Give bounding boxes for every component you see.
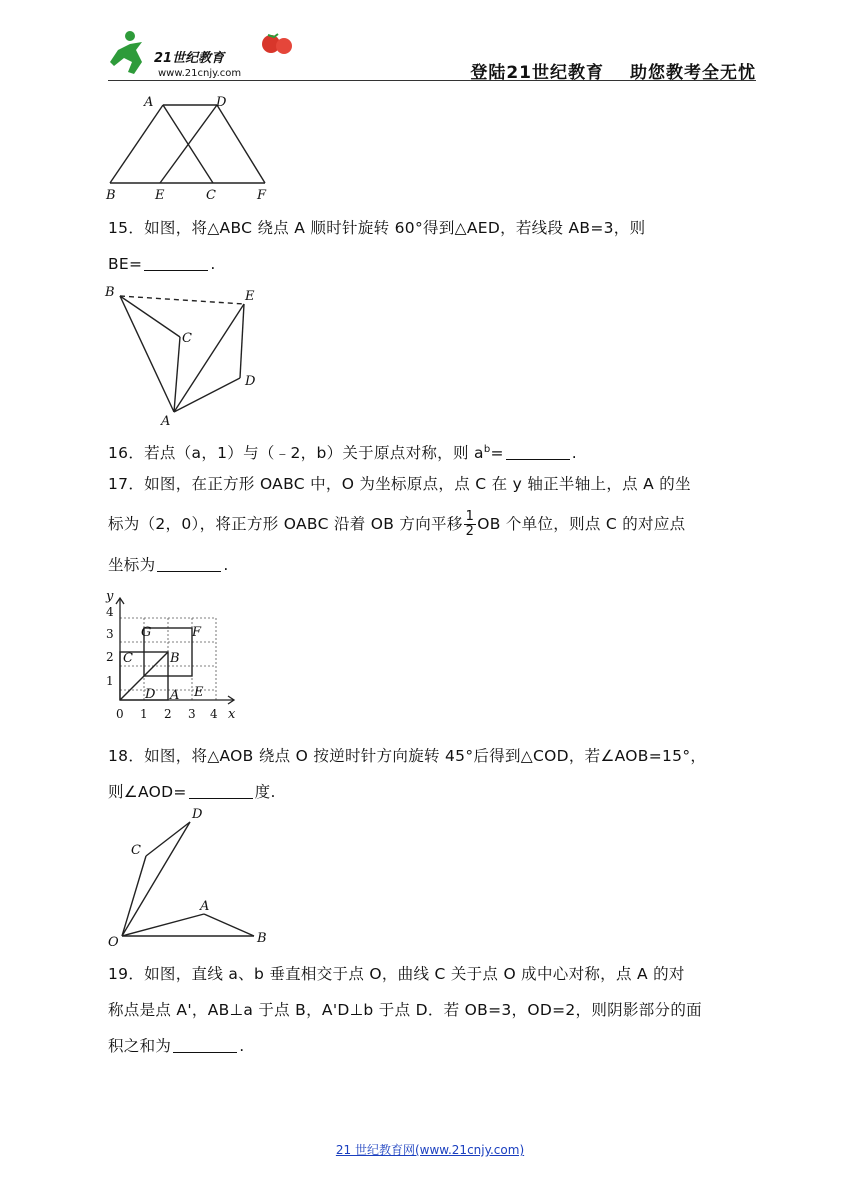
q17-frac-numerator: 1	[465, 509, 475, 524]
fig17-ytick-3: 3	[106, 627, 114, 641]
q17-text-line2-prefix: 标为（2，0），将正方形 OABC 沿着 OB 方向平移	[108, 515, 463, 533]
header-divider	[108, 80, 756, 81]
q19-text-line2: 称点是点 A'，AB⊥a 于点 B，A'D⊥b 于点 D．若 OB=3，OD=2，则阴影部分的面	[108, 1001, 702, 1019]
fig17-xtick-3: 3	[188, 707, 196, 721]
figure-14-lines	[110, 105, 265, 183]
slogan-left: 登陆21世纪教育	[470, 63, 604, 83]
svg-text:www.21cnjy.com: www.21cnjy.com	[158, 68, 242, 79]
fig17-label-b: B	[170, 651, 180, 666]
fig18-label-b: B	[257, 931, 267, 946]
figure-15-lines	[120, 296, 244, 412]
runner-icon	[110, 31, 142, 74]
q19-text-line1: 如图，直线 a、b 垂直相交于点 O，曲线 C 关于点 O 成中心对称，点 A 的对	[144, 965, 685, 983]
q18-text-suffix: 度.	[254, 783, 276, 801]
figure-15	[100, 282, 270, 428]
q17-answer-blank[interactable]	[157, 553, 221, 572]
fig15-label-c: C	[182, 331, 192, 346]
fig17-label-e: E	[194, 685, 204, 700]
footer-link[interactable]: 21 世纪教育网(www.21cnjy.com)	[335, 1143, 525, 1157]
q17-frac-denominator: 2	[465, 524, 475, 539]
logo-text	[154, 50, 241, 79]
fig17-label-d: D	[145, 687, 156, 702]
fig15-label-e: E	[245, 289, 255, 304]
fig17-xtick-0: 0	[116, 707, 124, 721]
figure-18-lines	[122, 822, 254, 936]
fig17-label-a: A	[170, 688, 180, 703]
q16-text-mid: =	[490, 444, 504, 463]
tomato-icon	[262, 34, 292, 54]
q16-answer-blank[interactable]	[506, 441, 570, 460]
q16-text: 若点（a，1）与（﹣2，b）关于原点对称，则 a	[144, 444, 484, 463]
q17-text-line3-prefix: 坐标为	[108, 556, 156, 574]
q18-number: 18．	[108, 747, 145, 765]
fig14-label-b: B	[106, 188, 116, 203]
fig18-label-c: C	[131, 843, 141, 858]
fig17-axis-y: y	[106, 590, 114, 604]
fig18-label-d: D	[192, 807, 203, 822]
svg-text:21世纪教育: 21世纪教育	[154, 51, 225, 66]
fig17-axis-x: x	[228, 707, 236, 722]
fig14-label-f: F	[257, 188, 267, 203]
q19-text-line3-prefix: 积之和为	[108, 1037, 172, 1055]
q17-text-line3-suffix: .	[223, 556, 229, 574]
q17-fraction	[464, 510, 477, 539]
question-17	[108, 466, 756, 584]
q18-answer-blank[interactable]	[189, 780, 253, 799]
fig17-xtick-2: 2	[164, 707, 172, 721]
fig18-label-o: O	[108, 935, 119, 950]
fig17-label-g: G	[141, 625, 152, 640]
q15-text-suffix: .	[210, 255, 216, 273]
q18-text-line1: 如图，将△AOB 绕点 O 按逆时针方向旋转 45°后得到△COD，若∠AOB=15°，	[144, 747, 707, 765]
fig17-xtick-4: 4	[210, 707, 218, 721]
question-15	[108, 210, 756, 282]
q17-number: 17．	[108, 475, 145, 493]
q16-superscript: b	[483, 444, 491, 455]
fig14-label-c: C	[206, 188, 216, 203]
fig18-label-a: A	[200, 899, 210, 914]
fig17-ytick-2: 2	[106, 650, 114, 664]
figure-18	[100, 800, 280, 950]
q17-text-line2-suffix: OB 个单位，则点 C 的对应点	[477, 515, 686, 533]
fig15-label-d: D	[245, 374, 256, 389]
figure-14	[100, 88, 280, 206]
q16-number: 16．	[108, 444, 145, 463]
page-header	[108, 28, 756, 82]
q16-text-suffix: .	[571, 444, 577, 463]
q19-answer-blank[interactable]	[173, 1034, 237, 1053]
slogan-right: 助您教考全无忧	[630, 63, 756, 83]
fig17-label-f: F	[192, 625, 202, 640]
fig14-label-a: A	[144, 95, 154, 110]
fig15-label-a: A	[161, 414, 171, 428]
fig14-label-e: E	[155, 188, 165, 203]
q19-text-line3-suffix: .	[239, 1037, 245, 1055]
q18-text-prefix: 则∠AOD=	[108, 783, 187, 801]
figure-17	[100, 590, 250, 724]
fig14-label-d: D	[216, 95, 227, 110]
q17-text-line1: 如图，在正方形 OABC 中，O 为坐标原点，点 C 在 y 轴正半轴上，点 A 的坐	[144, 475, 691, 493]
fig17-label-c: C	[123, 651, 133, 666]
q15-number: 15．	[108, 219, 145, 237]
fig17-ytick-4: 4	[106, 605, 114, 619]
question-19	[108, 956, 756, 1064]
q19-number: 19．	[108, 965, 145, 983]
fig17-xtick-1: 1	[140, 707, 148, 721]
logo	[108, 28, 308, 80]
q15-text-line1: 如图，将△ABC 绕点 A 顺时针旋转 60°得到△AED，若线段 AB=3，则	[144, 219, 646, 237]
q15-text-prefix: BE=	[108, 255, 143, 273]
q15-answer-blank[interactable]	[144, 252, 208, 271]
fig15-label-b: B	[105, 285, 115, 300]
fig17-ytick-1: 1	[106, 674, 114, 688]
page-footer	[0, 1141, 860, 1158]
